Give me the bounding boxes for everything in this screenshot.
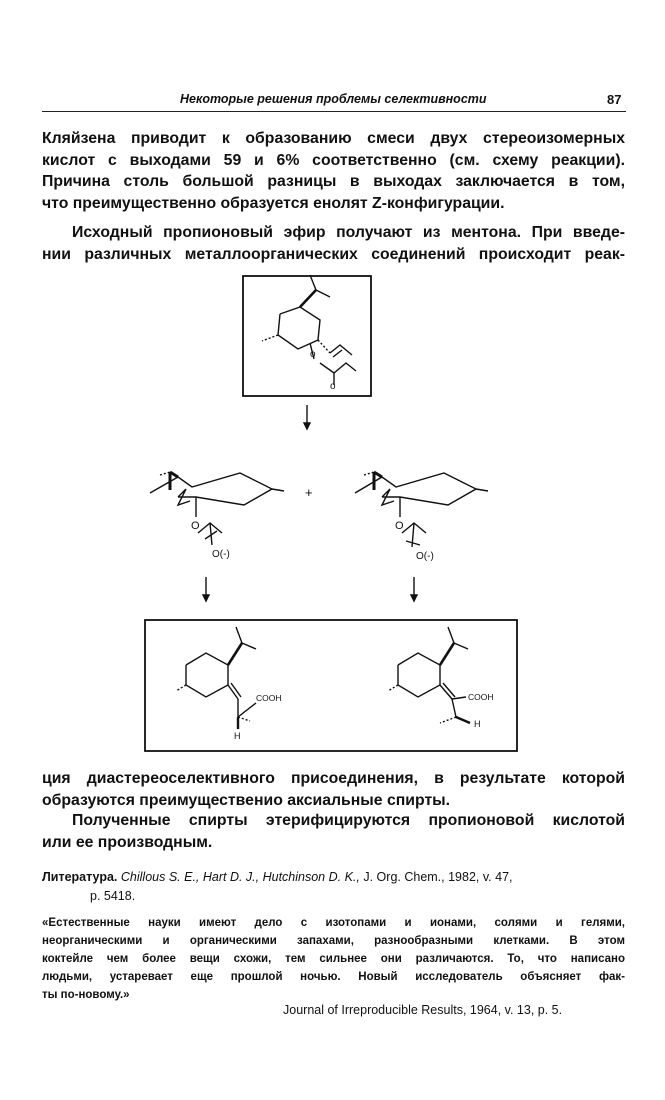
quote-line: ты по-новому.»: [42, 989, 130, 1001]
paragraph-esterification: [42, 810, 625, 853]
reference-journal: J. Org. Chem., 1982, v. 47,: [363, 870, 513, 884]
reference-pages: p. 5418.: [90, 889, 136, 903]
reaction-scheme: [0, 265, 665, 765]
enolate-oxygen-label: O: [395, 520, 404, 532]
page-number: 87: [607, 92, 622, 107]
quote-line: неорганическими и органическими запахами, разнообразными клетками. В этом: [42, 935, 625, 947]
text-line: Исходный пропионовый эфир получают из ментона. При введе-: [72, 224, 625, 241]
hydrogen-label: H: [234, 731, 241, 741]
reaction-arrow-3: [411, 577, 417, 601]
text-line: ция диастереоселективного присоединения, в результате которой: [42, 770, 625, 787]
reaction-arrow-1: [304, 405, 310, 429]
svg-text:o: o: [330, 381, 336, 392]
paragraph-propionate: [42, 222, 625, 265]
text-line: кислот с выходами 59 и 6% соответственно (см. схему реакции).: [42, 151, 625, 169]
text-line: образуются преимущественио аксиальные спирты.: [42, 791, 451, 809]
product-acid-right-structure: [388, 627, 494, 729]
cooh-label: COOH: [468, 692, 494, 702]
quote-source: Journal of Irreproducible Results, 1964, v. 13, p. 5.: [283, 1003, 563, 1017]
running-header-title: Некоторые решения проблемы селективности: [180, 92, 487, 106]
reference-authors: Chillous S. E., Hart D. J., Hutchinson D. K.,: [120, 870, 360, 884]
product-acid-left-structure: [176, 627, 282, 741]
products-box: [145, 620, 517, 751]
reaction-arrow-2: [203, 577, 209, 601]
enolate-left-structure: [150, 472, 284, 560]
ester-oxygen-label: o: [310, 349, 316, 360]
paragraph-claisen: [42, 128, 625, 214]
hydrogen-label: H: [474, 719, 481, 729]
cooh-label: COOH: [256, 693, 282, 703]
paragraph-addition: [42, 768, 625, 811]
quote-line: «Естественные науки имеют дело с изотопами и ионами, солями и гелями,: [42, 917, 625, 929]
menthyl-propionate-structure: [262, 275, 356, 392]
enolate-charge-label: O(-): [416, 551, 434, 562]
reference-label: Литература.: [42, 870, 118, 884]
starting-material-box: [243, 276, 371, 396]
text-line: что преимущественно образуется енолят Z-конфигурации.: [42, 194, 505, 212]
quote-line: людьми, устаревает еще прошлой ночью. Новый исследователь объясняет фак-: [42, 971, 625, 983]
quote-line: коктейле чем более вещи схожи, тем сильнее они различаются. То, что написано: [42, 953, 625, 965]
header-rule: [42, 111, 626, 112]
text-line: или ее производным.: [42, 833, 213, 851]
enolate-oxygen-label: O: [191, 520, 200, 532]
text-line: Полученные спирты этерифицируются пропионовой кислотой: [72, 812, 625, 829]
literature-reference: [42, 868, 625, 906]
text-line: Кляйзена приводит к образованию смеси двух стереоизомерных: [42, 130, 625, 147]
epigraph-quote: [42, 914, 625, 1004]
plus-sign: +: [305, 485, 313, 500]
text-line: нии различных металлоорганических соединений происходит реак-: [42, 245, 625, 263]
text-line: Причина столь большой разницы в выходах заключается в том,: [42, 173, 625, 190]
enolate-right-structure: [355, 472, 488, 562]
enolate-charge-label: O(-): [212, 549, 230, 560]
